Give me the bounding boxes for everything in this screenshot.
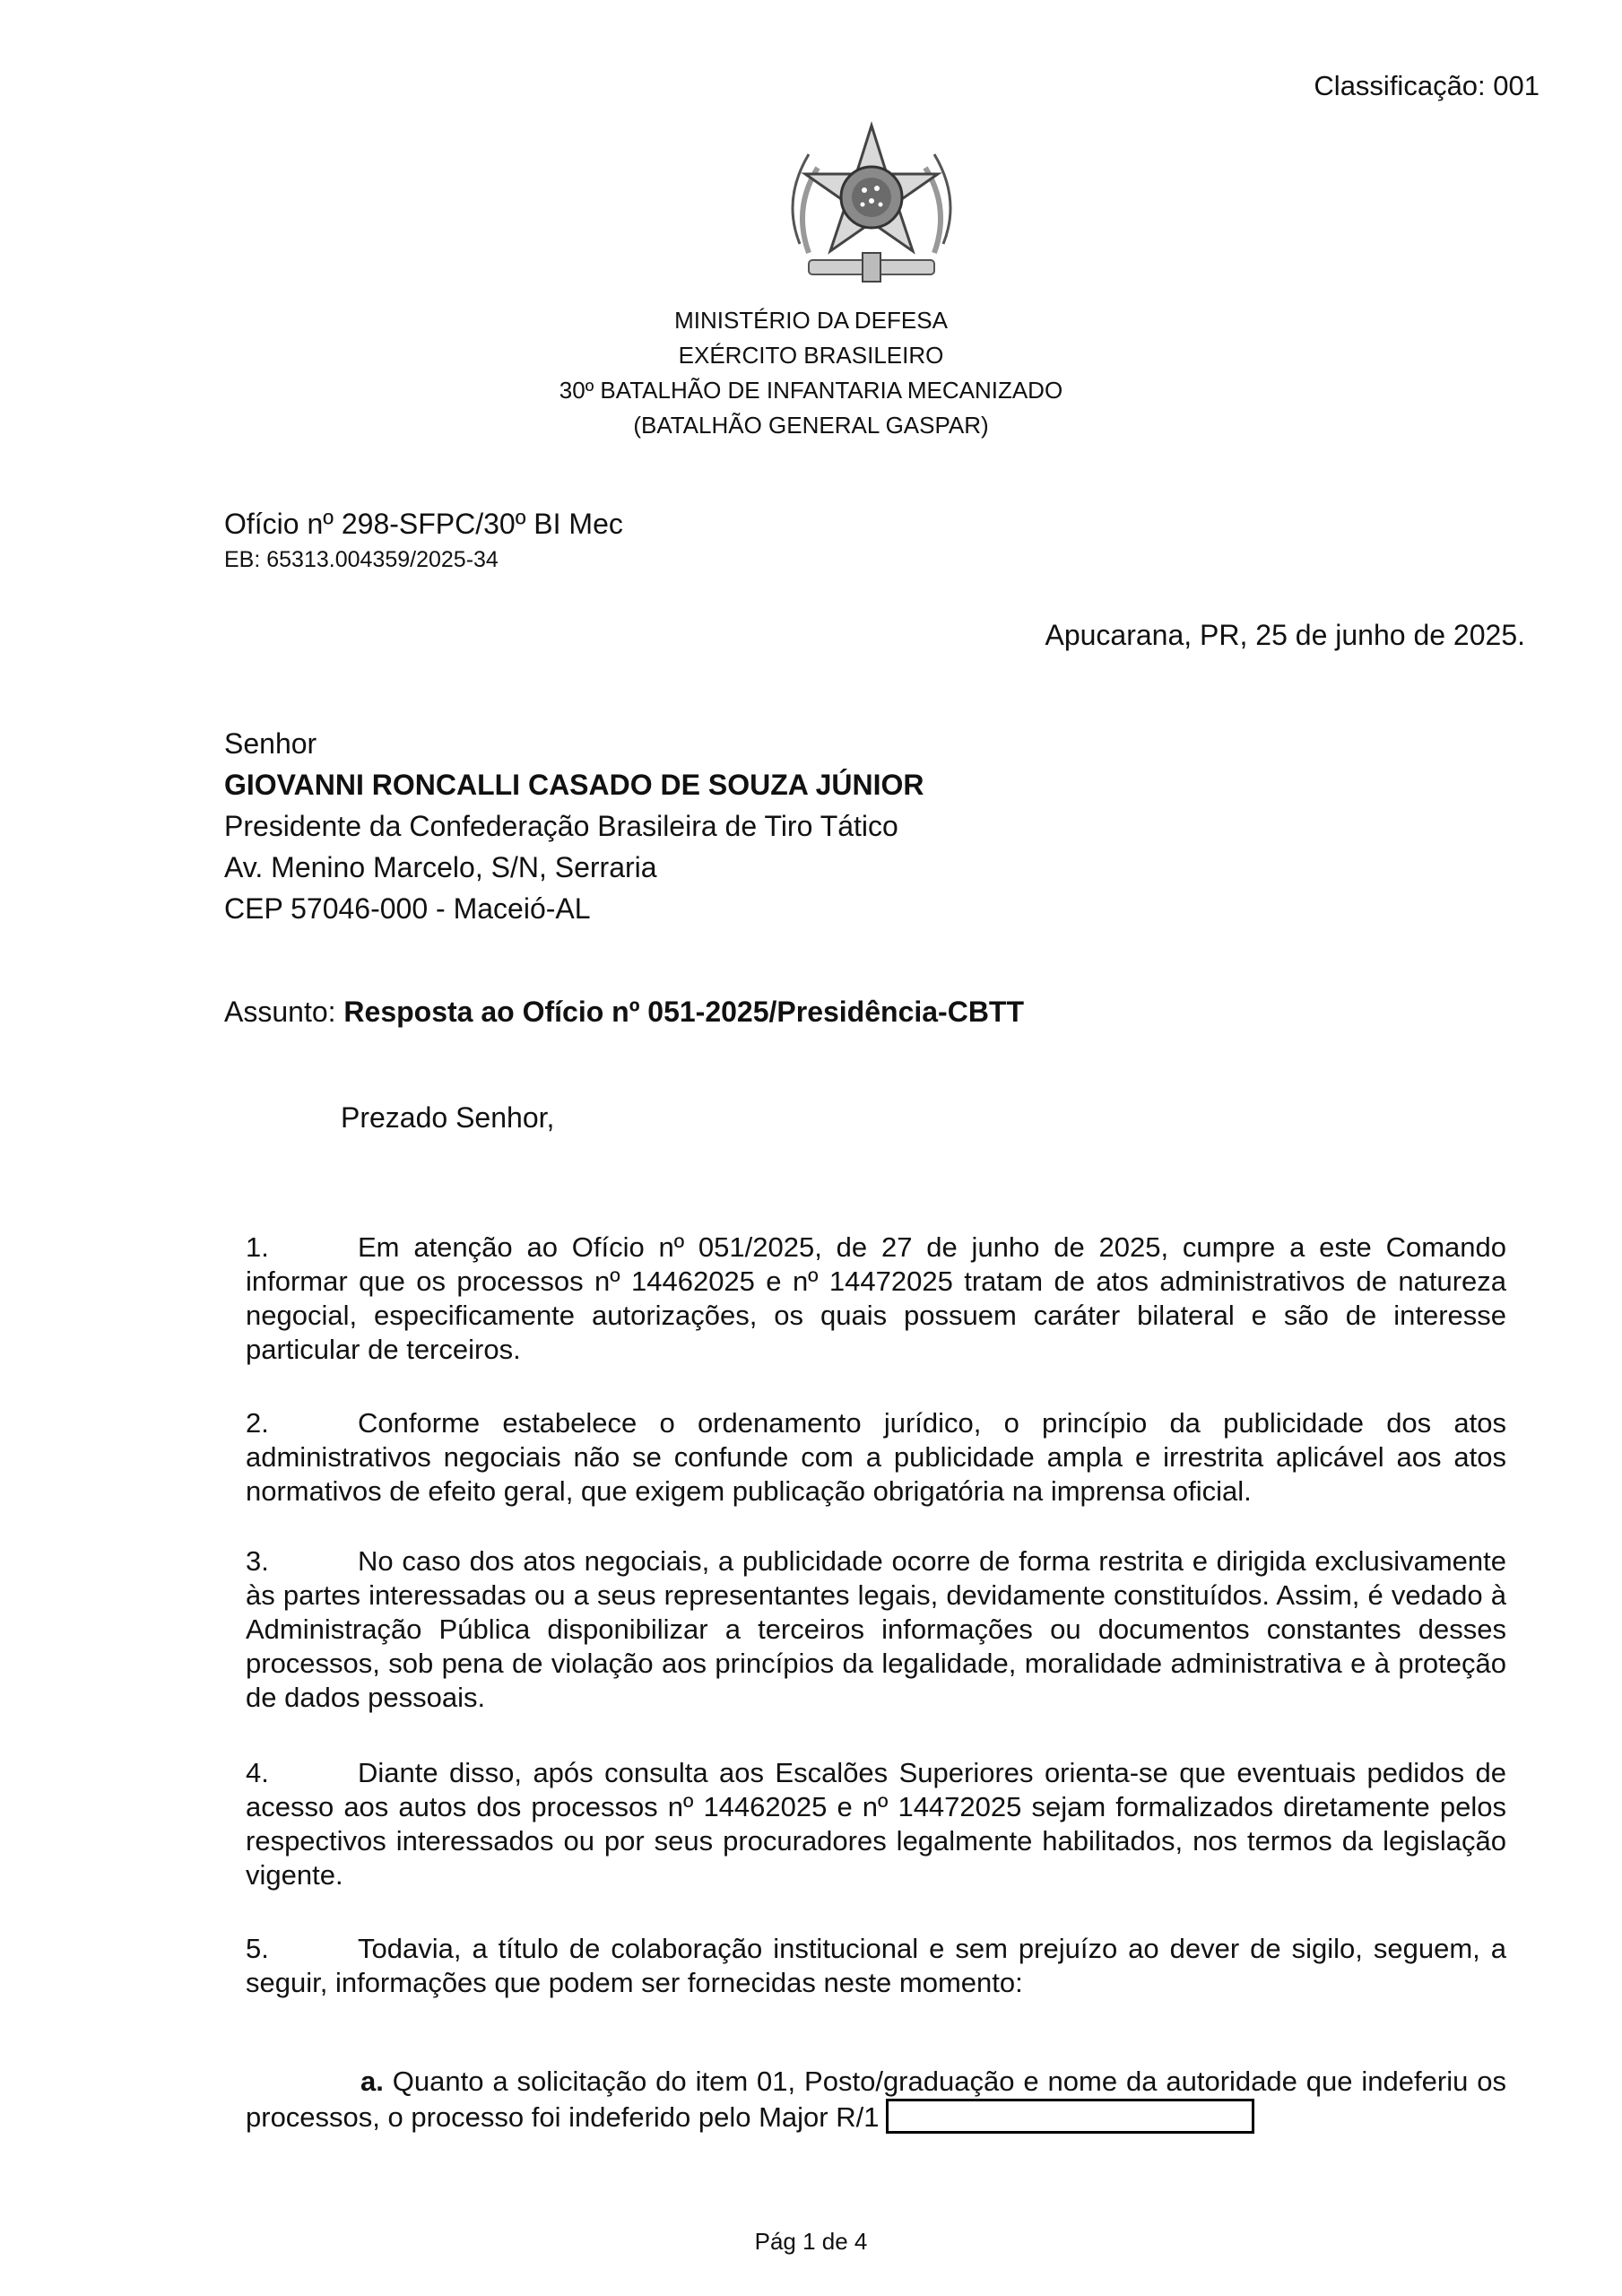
paragraph-1 [246,1231,1506,1367]
document-date: Apucarana, PR, 25 de junho de 2025. [1045,619,1525,651]
paragraph-3 [246,1544,1506,1715]
paragraph-number: 1. [246,1231,269,1263]
paragraph-text: Em atenção ao Ofício nº 051/2025, de 27 de junho de 2025, cumpre a este Comando informar que os processos nº 14462025 e nº 14472025 tratam de atos administrativos de natureza negocial, especificamente autorizações, os quais possuem caráter bilateral e são de interesse particular de terceiros. [246,1231,1506,1365]
paragraph-text: Diante disso, após consulta aos Escalões Superiores orienta-se que eventuais pedidos de acesso aos autos dos processos nº 14462025 e nº 14472025 sejam formalizados diretamente pelos respectivos interessados ou por seus procuradores legalmente habilitados, nos termos da legislação vigente. [246,1757,1506,1891]
paragraph-4 [246,1756,1506,1892]
paragraph-number: 3. [246,1545,269,1577]
institution-header [0,303,1622,443]
paragraph-2 [246,1406,1506,1509]
paragraph-number: 4. [246,1757,269,1788]
subject-line [224,996,1024,1029]
page-number: Pág 1 de 4 [754,2228,868,2255]
subject-label: Assunto: [224,996,336,1028]
addressee-cep: CEP 57046-000 - Maceió-AL [224,892,591,925]
header-line-ministry: MINISTÉRIO DA DEFESA [674,307,948,334]
addressee-block [224,723,924,929]
header-line-battalion: 30º BATALHÃO DE INFANTARIA MECANIZADO [559,377,1063,404]
item-a-label: a. [360,2066,384,2097]
addressee-title: Presidente da Confederação Brasileira de Tiro Tático [224,810,898,842]
addressee-salutation: Senhor [224,727,317,760]
oficio-number: Ofício nº 298-SFPC/30º BI Mec [224,508,623,540]
item-a-text: Quanto a solicitação do item 01, Posto/graduação e nome da autoridade que indeferiu os processos, o processo foi indeferido pelo Major R/1 [246,2066,1506,2133]
greeting: Prezado Senhor, [341,1101,555,1134]
paragraph-5 [246,1932,1506,2000]
paragraph-number: 2. [246,1407,269,1439]
subject-text: Resposta ao Ofício nº 051-2025/Presidência-CBTT [343,996,1025,1028]
redaction-box [886,2099,1254,2134]
paragraph-text: Conforme estabelece o ordenamento jurídico, o princípio da publicidade dos atos administrativos negociais não se confunde com a publicidade ampla e irrestrita aplicável aos atos normativos de efeito geral, que exigem publicação obrigatória na imprensa oficial. [246,1407,1506,1507]
paragraph-text: No caso dos atos negociais, a publicidade ocorre de forma restrita e dirigida exclusivamente às partes interessadas ou a seus representantes legais, devidamente constituídos. Assim, é vedado à Administração Pública disponibilizar a terceiros informações ou documentos constantes desses processos, sob pena de violação aos princípios da legalidade, moralidade administrativa e à proteção de dados pessoais. [246,1545,1506,1713]
addressee-name: GIOVANNI RONCALLI CASADO DE SOUZA JÚNIOR [224,769,924,801]
eb-number: EB: 65313.004359/2025-34 [224,547,499,572]
classification-label: Classificação: 001 [1314,70,1540,101]
document-reference [224,504,623,576]
brazil-coat-of-arms-icon [773,118,970,289]
header-line-battalion-name: (BATALHÃO GENERAL GASPAR) [633,412,989,439]
paragraph-text: Todavia, a título de colaboração institucional e sem prejuízo ao dever de sigilo, seguem, a seguir, informações que podem ser fornecidas neste momento: [246,1933,1506,1998]
header-line-army: EXÉRCITO BRASILEIRO [678,342,944,369]
item-a [246,2065,1506,2135]
addressee-address: Av. Menino Marcelo, S/N, Serraria [224,851,657,883]
paragraph-number: 5. [246,1933,269,1964]
